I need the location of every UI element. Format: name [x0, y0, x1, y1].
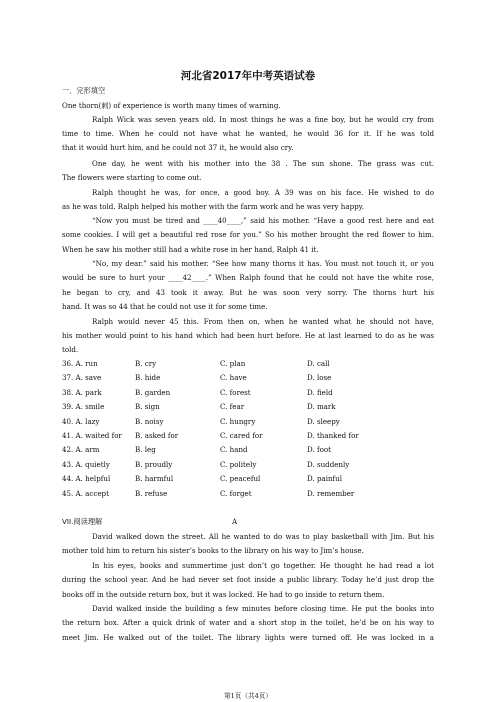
option-c: C. cared for	[220, 431, 263, 440]
option-a: 37. A. save	[62, 373, 102, 382]
section-heading-reading: VII.阅读理解	[62, 517, 103, 526]
paragraph-line: during the school year. And he had never set foot inside a public library. Today he’d just drop the	[62, 575, 434, 584]
option-b: B. harmful	[135, 474, 174, 483]
option-a: 38. A. park	[62, 388, 102, 397]
option-d: D. thanked for	[307, 431, 359, 440]
paragraph-line: would be sure to hurt your ____42____.” When Ralph found that he could not have the white rose,	[62, 273, 434, 282]
paragraph-line: that it would hurt him, and he could not 37 it, he would also cry.	[62, 143, 294, 152]
option-b: B. garden	[135, 388, 171, 397]
option-b: B. cry	[135, 359, 157, 368]
option-b: B. proudly	[135, 460, 173, 469]
option-c: C. plan	[220, 359, 246, 368]
option-b: B. hide	[135, 373, 161, 382]
option-b: B. leg	[135, 445, 156, 454]
option-b: B. noisy	[135, 417, 164, 426]
option-d: D. painful	[307, 474, 343, 483]
paragraph-line: some cookies. I will get a beautiful red rose for you.” So his mother brought the red flower to him.	[62, 230, 434, 239]
paragraph-line: “No, my dear.” said his mother. “See how many thorns it has. You must not touch it, or you	[92, 259, 434, 268]
paragraph-line: Ralph Wick was seven years old. In most things he was a fine boy, but he would cry from	[92, 115, 434, 124]
option-c: C. have	[220, 373, 247, 382]
option-a: 42. A. arm	[62, 445, 100, 454]
option-c: C. forget	[220, 489, 252, 498]
option-c: C. fear	[220, 402, 245, 411]
option-d: D. call	[307, 359, 330, 368]
option-c: C. forest	[220, 388, 251, 397]
option-b: B. asked for	[135, 431, 179, 440]
option-a: 36. A. run	[62, 359, 98, 368]
option-c: C. hungry	[220, 417, 256, 426]
paragraph-line: hand. It was so 44 that he could not use it for some time.	[62, 302, 268, 311]
option-d: D. mark	[307, 402, 336, 411]
option-c: C. hand	[220, 445, 248, 454]
paragraph-line: One thorn(刺) of experience is worth many times of warning.	[62, 101, 281, 110]
passage-label: A	[232, 517, 238, 526]
paragraph-line: David walked inside the building a few minutes before closing time. He put the books into	[92, 604, 434, 613]
paragraph-line: meet Jim. He walked out of the toilet. The library lights were turned off. He was locked in a	[62, 633, 434, 642]
option-d: D. suddenly	[307, 460, 350, 469]
section-heading-cloze: 一．完形填空	[62, 86, 106, 95]
paragraph-line: Ralph would never 45 this. From then on, when he wanted what he should not have,	[92, 317, 434, 326]
option-a: 44. A. helpful	[62, 474, 111, 483]
paragraph-line: Ralph thought he was, for once, a good boy. A 39 was on his face. He wished to do	[92, 188, 434, 197]
option-c: C. peaceful	[220, 474, 261, 483]
paragraph-line: In his eyes, books and summertime just don’t go together. He thought he had read a lot	[92, 561, 434, 570]
option-d: D. field	[307, 388, 333, 397]
paragraph-line: told.	[62, 345, 79, 354]
option-a: 45. A. accept	[62, 489, 109, 498]
option-d: D. remember	[307, 489, 355, 498]
option-a: 40. A. lazy	[62, 417, 100, 426]
page-footer: 第1页（共4页）	[224, 692, 272, 700]
paragraph-line: David walked down the street. All he wanted to do was to play basketball with Jim. But his	[92, 532, 434, 541]
option-a: 39. A. smile	[62, 402, 105, 411]
paragraph-line: his mother would point to his hand which had been hurt before. He at last learned to do as he was	[62, 331, 434, 340]
option-b: B. refuse	[135, 489, 168, 498]
paragraph-line: as he was told. Ralph helped his mother with the farm work and he was very happy.	[62, 202, 364, 211]
paragraph-line: mother told him to return his sister’s books to the library on his way to Jim’s house.	[62, 546, 364, 555]
page-title: 河北省2017年中考英语试卷	[180, 70, 316, 82]
paragraph-line: the return box. After a quick drink of water and a short stop in the toilet, he’d be on his way to	[62, 618, 434, 627]
option-d: D. foot	[307, 445, 331, 454]
option-a: 41. A. waited for	[62, 431, 122, 440]
option-b: B. sign	[135, 402, 160, 411]
option-d: D. sleepy	[307, 417, 340, 426]
paragraph-line: books off in the outside return box, but it was locked. He had to go inside to return them.	[62, 590, 385, 599]
option-c: C. politely	[220, 460, 257, 469]
option-a: 43. A. quietly	[62, 460, 110, 469]
option-d: D. lose	[307, 373, 332, 382]
paragraph-line: time to time. When he could not have what he wanted, he would 36 for it. If he was told	[62, 129, 434, 138]
paragraph-line: he began to cry, and 43 took it away. But he was soon very sorry. The thorns hurt his	[62, 288, 434, 297]
paragraph-line: When he saw his mother still had a white rose in her hand, Ralph 41 it.	[62, 245, 319, 254]
paragraph-line: “Now you must be tired and ____40____,” said his mother. “Have a good rest here and eat	[92, 216, 434, 225]
paragraph-line: The flowers were starting to come out.	[62, 173, 202, 182]
paragraph-line: One day, he went with his mother into the 38 . The sun shone. The grass was cut.	[92, 159, 434, 168]
